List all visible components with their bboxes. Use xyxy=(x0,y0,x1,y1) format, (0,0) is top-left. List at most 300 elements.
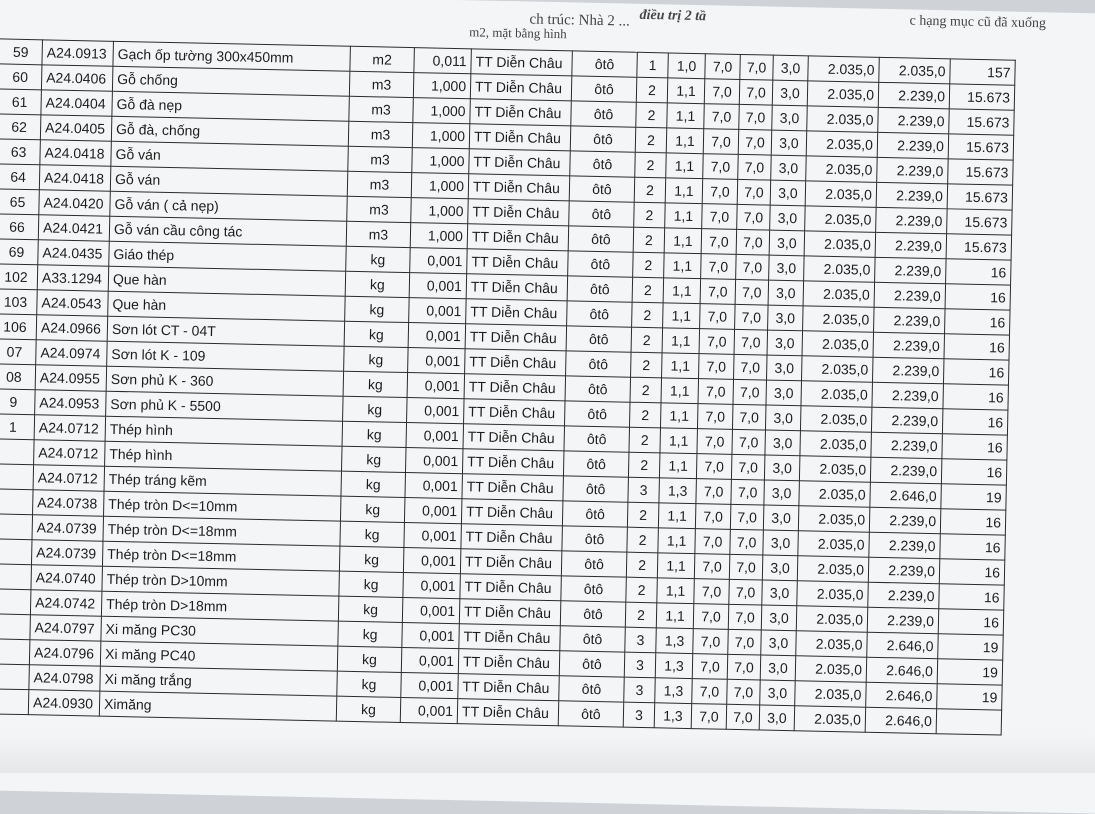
stt-cell: 1 xyxy=(0,414,35,440)
stt-cell xyxy=(0,689,29,715)
class-cell: 2 xyxy=(627,502,659,528)
coefficient-cell: 1,1 xyxy=(664,253,702,279)
price-adjusted-cell: 2.646,0 xyxy=(867,632,939,658)
coefficient-cell: 1,1 xyxy=(659,453,697,479)
name-cell: Thép tráng kẽm xyxy=(104,466,341,496)
distance-c-cell: 3,0 xyxy=(773,55,809,81)
quantity-cell: 0,001 xyxy=(405,473,463,499)
total-cell: 16 xyxy=(940,534,1006,560)
class-cell: 2 xyxy=(629,402,661,428)
name-cell: Thép hình xyxy=(105,441,342,471)
unit-cell: m3 xyxy=(347,171,412,197)
distance-a-cell: 7,0 xyxy=(697,404,733,430)
quantity-cell: 0,001 xyxy=(403,548,461,574)
name-cell: Gỗ ván xyxy=(111,141,348,171)
vehicle-cell: ôtô xyxy=(559,651,625,677)
unit-cell: m2 xyxy=(350,46,415,72)
price-adjusted-cell: 2.239,0 xyxy=(875,232,947,258)
stt-cell xyxy=(0,464,34,490)
distance-c-cell: 3,0 xyxy=(762,555,798,581)
total-cell: 15.673 xyxy=(949,84,1015,110)
distance-b-cell: 7,0 xyxy=(728,629,762,655)
total-cell: 15.673 xyxy=(949,109,1015,135)
distance-a-cell: 7,0 xyxy=(702,179,738,205)
distance-b-cell: 7,0 xyxy=(732,429,766,455)
price-adjusted-cell: 2.239,0 xyxy=(878,107,950,133)
price-adjusted-cell: 2.239,0 xyxy=(874,307,946,333)
source-cell: TT Diễn Châu xyxy=(464,374,566,401)
unit-cell: kg xyxy=(341,471,406,497)
source-cell: TT Diễn Châu xyxy=(457,699,559,726)
stt-cell: 65 xyxy=(0,189,39,215)
code-cell: A24.0738 xyxy=(33,490,105,516)
stt-cell: 9 xyxy=(0,389,35,415)
unit-cell: kg xyxy=(339,546,404,572)
source-cell: TT Diễn Châu xyxy=(462,474,564,501)
coefficient-cell: 1,1 xyxy=(666,153,704,179)
quantity-cell: 0,001 xyxy=(406,423,464,449)
price-base-cell: 2.035,0 xyxy=(803,281,875,307)
coefficient-cell: 1,3 xyxy=(655,678,693,704)
quantity-cell: 0,011 xyxy=(414,48,472,74)
class-cell: 2 xyxy=(632,302,664,328)
unit-cell: kg xyxy=(342,446,407,472)
unit-cell: m3 xyxy=(349,96,414,122)
coefficient-cell: 1,1 xyxy=(657,578,695,604)
vehicle-cell: ôtô xyxy=(569,201,635,227)
code-cell: A24.0712 xyxy=(34,440,106,466)
coefficient-cell: 1,1 xyxy=(657,553,695,579)
name-cell: Thép tròn D>10mm xyxy=(102,566,339,596)
distance-c-cell: 3,0 xyxy=(759,705,795,731)
unit-cell: kg xyxy=(340,521,405,547)
name-cell: Thép tròn D<=18mm xyxy=(103,516,340,546)
price-base-cell: 2.035,0 xyxy=(799,456,871,482)
price-base-cell: 2.035,0 xyxy=(805,206,877,232)
distance-a-cell: 7,0 xyxy=(705,54,741,80)
price-adjusted-cell: 2.239,0 xyxy=(869,507,941,533)
source-cell: TT Diễn Châu xyxy=(460,549,562,576)
quantity-cell: 1,000 xyxy=(411,173,469,199)
code-cell: A24.0953 xyxy=(35,390,107,416)
materials-table xyxy=(0,38,1016,735)
name-cell: Thép tròn D<=18mm xyxy=(102,541,339,571)
price-adjusted-cell: 2.239,0 xyxy=(869,532,941,558)
quantity-cell: 0,001 xyxy=(402,597,460,623)
unit-cell: m3 xyxy=(348,121,413,147)
code-cell: A24.0974 xyxy=(36,340,108,366)
price-adjusted-cell: 2.239,0 xyxy=(868,557,940,583)
price-base-cell: 2.035,0 xyxy=(798,506,870,532)
coefficient-cell: 1,0 xyxy=(668,53,706,79)
quantity-cell: 1,000 xyxy=(413,98,471,124)
code-cell: A24.0739 xyxy=(32,515,104,541)
total-cell: 157 xyxy=(950,59,1016,85)
name-cell: Gỗ ván xyxy=(110,166,347,196)
class-cell: 2 xyxy=(625,602,657,628)
class-cell: 2 xyxy=(634,202,666,228)
stt-cell xyxy=(0,489,33,515)
distance-c-cell: 3,0 xyxy=(764,480,800,506)
vehicle-cell: ôtô xyxy=(562,501,628,527)
price-base-cell: 2.035,0 xyxy=(808,56,880,82)
distance-b-cell: 7,0 xyxy=(740,54,774,80)
quantity-cell: 1,000 xyxy=(412,123,470,149)
total-cell: 15.673 xyxy=(946,234,1012,260)
distance-a-cell: 7,0 xyxy=(695,504,731,530)
price-adjusted-cell: 2.239,0 xyxy=(868,582,940,608)
total-cell: 19 xyxy=(941,484,1007,510)
header-text-1: ch trúc: Nhà 2 ... xyxy=(529,11,631,30)
quantity-cell: 0,001 xyxy=(408,348,466,374)
name-cell: Gỗ đà, chống xyxy=(111,116,348,146)
price-base-cell: 2.035,0 xyxy=(796,606,868,632)
stt-cell xyxy=(0,664,29,690)
stt-cell: 62 xyxy=(0,114,41,140)
code-cell: A24.0955 xyxy=(35,365,107,391)
unit-cell: kg xyxy=(339,571,404,597)
price-base-cell: 2.035,0 xyxy=(802,331,874,357)
distance-c-cell: 3,0 xyxy=(763,505,799,531)
total-cell: 15.673 xyxy=(948,159,1014,185)
class-cell: 2 xyxy=(634,177,666,203)
code-cell: A24.0930 xyxy=(28,690,100,716)
stt-cell: 61 xyxy=(0,89,41,115)
price-base-cell: 2.035,0 xyxy=(798,531,870,557)
price-adjusted-cell: 2.239,0 xyxy=(871,432,943,458)
name-cell: Sơn lót K - 109 xyxy=(107,341,344,371)
name-cell: Thép tròn D>18mm xyxy=(101,591,338,621)
price-adjusted-cell: 2.646,0 xyxy=(866,657,938,683)
code-cell: A24.0798 xyxy=(29,665,101,691)
source-cell: TT Diễn Châu xyxy=(471,49,573,76)
distance-b-cell: 7,0 xyxy=(732,404,766,430)
distance-c-cell: 3,0 xyxy=(765,405,801,431)
distance-c-cell: 3,0 xyxy=(767,355,803,381)
stt-cell: 102 xyxy=(0,264,38,290)
source-cell: TT Diễn Châu xyxy=(466,274,568,301)
coefficient-cell: 1,1 xyxy=(667,78,705,104)
distance-c-cell: 3,0 xyxy=(766,380,802,406)
price-adjusted-cell: 2.239,0 xyxy=(872,357,944,383)
unit-cell: kg xyxy=(337,671,402,697)
total-cell: 16 xyxy=(939,559,1005,585)
quantity-cell: 0,001 xyxy=(400,697,458,723)
distance-b-cell: 7,0 xyxy=(735,304,769,330)
distance-a-cell: 7,0 xyxy=(692,654,728,680)
stt-cell: 08 xyxy=(0,364,36,390)
price-base-cell: 2.035,0 xyxy=(797,556,869,582)
name-cell: Thép hình xyxy=(105,416,342,446)
quantity-cell: 0,001 xyxy=(409,273,467,299)
price-adjusted-cell: 2.239,0 xyxy=(876,182,948,208)
name-cell: Gạch ốp tường 300x450mm xyxy=(113,41,350,71)
price-adjusted-cell: 2.239,0 xyxy=(875,257,947,283)
price-base-cell: 2.035,0 xyxy=(796,631,868,657)
vehicle-cell: ôtô xyxy=(563,451,629,477)
total-cell: 16 xyxy=(938,609,1004,635)
distance-c-cell: 3,0 xyxy=(761,630,797,656)
price-adjusted-cell: 2.646,0 xyxy=(866,682,938,708)
price-adjusted-cell: 2.239,0 xyxy=(876,207,948,233)
distance-b-cell: 7,0 xyxy=(729,579,763,605)
quantity-cell: 0,001 xyxy=(401,672,459,698)
unit-cell: kg xyxy=(338,596,403,622)
vehicle-cell: ôtô xyxy=(570,126,636,152)
source-cell: TT Diễn Châu xyxy=(461,499,563,526)
code-cell: A24.0435 xyxy=(38,240,110,266)
price-base-cell: 2.035,0 xyxy=(797,581,869,607)
name-cell: Ximăng xyxy=(99,691,336,721)
name-cell: Sơn phủ K - 360 xyxy=(106,366,343,396)
vehicle-cell: ôtô xyxy=(572,51,638,77)
coefficient-cell: 1,1 xyxy=(663,278,701,304)
distance-c-cell: 3,0 xyxy=(768,280,804,306)
distance-a-cell: 7,0 xyxy=(698,379,734,405)
class-cell: 2 xyxy=(636,77,668,103)
stt-cell: 66 xyxy=(0,214,39,240)
price-adjusted-cell: 2.646,0 xyxy=(870,482,942,508)
source-cell: TT Diễn Châu xyxy=(464,399,566,426)
price-base-cell: 2.035,0 xyxy=(801,381,873,407)
source-cell: TT Diễn Châu xyxy=(468,174,570,201)
source-cell: TT Diễn Châu xyxy=(466,299,568,326)
vehicle-cell: ôtô xyxy=(561,576,627,602)
class-cell: 2 xyxy=(633,252,665,278)
quantity-cell: 1,000 xyxy=(410,223,468,249)
distance-a-cell: 7,0 xyxy=(704,104,740,130)
distance-c-cell: 3,0 xyxy=(772,105,808,131)
price-adjusted-cell: 2.239,0 xyxy=(877,132,949,158)
coefficient-cell: 1,1 xyxy=(660,428,698,454)
name-cell: Gỗ ván ( cả nẹp) xyxy=(110,191,347,221)
source-cell: TT Diễn Châu xyxy=(459,599,561,626)
distance-a-cell: 7,0 xyxy=(703,129,739,155)
distance-a-cell: 7,0 xyxy=(699,354,735,380)
unit-cell: kg xyxy=(340,496,405,522)
name-cell: Thép tròn D<=10mm xyxy=(104,491,341,521)
distance-b-cell: 7,0 xyxy=(730,529,764,555)
quantity-cell: 0,001 xyxy=(403,572,461,598)
code-cell: A24.0712 xyxy=(34,415,106,441)
distance-c-cell: 3,0 xyxy=(771,155,807,181)
unit-cell: kg xyxy=(345,296,410,322)
vehicle-cell: ôtô xyxy=(567,276,633,302)
distance-c-cell: 3,0 xyxy=(761,605,797,631)
quantity-cell: 0,001 xyxy=(401,647,459,673)
total-cell: 16 xyxy=(945,309,1011,335)
stt-cell xyxy=(0,589,31,615)
vehicle-cell: ôtô xyxy=(565,376,631,402)
price-base-cell: 2.035,0 xyxy=(804,256,876,282)
distance-a-cell: 7,0 xyxy=(694,579,730,605)
unit-cell: kg xyxy=(343,396,408,422)
code-cell: A24.0712 xyxy=(33,465,105,491)
distance-a-cell: 7,0 xyxy=(692,679,728,705)
stt-cell xyxy=(0,514,33,540)
total-cell: 16 xyxy=(943,384,1009,410)
quantity-cell: 0,001 xyxy=(404,523,462,549)
source-cell: TT Diễn Châu xyxy=(470,74,572,101)
unit-cell: kg xyxy=(343,371,408,397)
vehicle-cell: ôtô xyxy=(567,301,633,327)
code-cell: A24.0742 xyxy=(30,590,102,616)
source-cell: TT Diễn Châu xyxy=(461,524,563,551)
class-cell: 2 xyxy=(632,277,664,303)
unit-cell: kg xyxy=(338,621,403,647)
total-cell: 16 xyxy=(939,584,1005,610)
distance-c-cell: 3,0 xyxy=(769,230,805,256)
distance-c-cell: 3,0 xyxy=(770,205,806,231)
class-cell: 2 xyxy=(635,152,667,178)
distance-a-cell: 7,0 xyxy=(701,254,737,280)
vehicle-cell: ôtô xyxy=(563,476,629,502)
distance-b-cell: 7,0 xyxy=(737,179,771,205)
price-adjusted-cell: 2.239,0 xyxy=(871,407,943,433)
vehicle-cell: ôtô xyxy=(566,351,632,377)
stt-cell: 64 xyxy=(0,164,40,190)
code-cell: A24.0966 xyxy=(36,315,108,341)
code-cell: A24.0421 xyxy=(38,215,110,241)
total-cell: 16 xyxy=(942,409,1008,435)
unit-cell: kg xyxy=(344,346,409,372)
source-cell: TT Diễn Châu xyxy=(463,424,565,451)
price-adjusted-cell: 2.239,0 xyxy=(870,457,942,483)
distance-a-cell: 7,0 xyxy=(700,304,736,330)
source-cell: TT Diễn Châu xyxy=(462,449,564,476)
distance-a-cell: 7,0 xyxy=(694,554,730,580)
total-cell: 16 xyxy=(944,334,1010,360)
distance-a-cell: 7,0 xyxy=(696,479,732,505)
price-base-cell: 2.035,0 xyxy=(794,706,866,732)
quantity-cell: 0,001 xyxy=(405,448,463,474)
distance-c-cell: 3,0 xyxy=(765,430,801,456)
stt-cell xyxy=(0,539,32,565)
class-cell: 2 xyxy=(629,427,661,453)
source-cell: TT Diễn Châu xyxy=(468,199,570,226)
distance-a-cell: 7,0 xyxy=(696,454,732,480)
vehicle-cell: ôtô xyxy=(568,226,634,252)
vehicle-cell: ôtô xyxy=(569,176,635,202)
code-cell: A24.0405 xyxy=(40,115,112,141)
unit-cell: kg xyxy=(344,321,409,347)
distance-a-cell: 7,0 xyxy=(701,229,737,255)
coefficient-cell: 1,3 xyxy=(659,478,697,504)
vehicle-cell: ôtô xyxy=(565,401,631,427)
coefficient-cell: 1,3 xyxy=(656,628,694,654)
code-cell: A24.0797 xyxy=(30,615,102,641)
total-cell: 15.673 xyxy=(947,184,1013,210)
unit-cell: m3 xyxy=(348,146,413,172)
distance-a-cell: 7,0 xyxy=(691,704,727,730)
coefficient-cell: 1,1 xyxy=(658,503,696,529)
coefficient-cell: 1,1 xyxy=(665,203,703,229)
coefficient-cell: 1,1 xyxy=(662,328,700,354)
code-cell: A24.0406 xyxy=(41,65,113,91)
source-cell: TT Diễn Châu xyxy=(460,574,562,601)
total-cell: 16 xyxy=(945,284,1011,310)
distance-c-cell: 3,0 xyxy=(770,180,806,206)
code-cell: A24.0404 xyxy=(41,90,113,116)
coefficient-cell: 1,1 xyxy=(665,178,703,204)
unit-cell: kg xyxy=(346,246,411,272)
quantity-cell: 0,001 xyxy=(407,373,465,399)
distance-c-cell: 3,0 xyxy=(771,130,807,156)
distance-c-cell: 3,0 xyxy=(763,530,799,556)
source-cell: TT Diễn Châu xyxy=(470,99,572,126)
total-cell: 15.673 xyxy=(948,134,1014,160)
stt-cell xyxy=(0,614,30,640)
source-cell: TT Diễn Châu xyxy=(469,149,571,176)
distance-c-cell: 3,0 xyxy=(762,580,798,606)
stt-cell: 63 xyxy=(0,139,40,165)
price-adjusted-cell: 2.239,0 xyxy=(878,82,950,108)
code-cell: A24.0739 xyxy=(31,540,103,566)
distance-a-cell: 7,0 xyxy=(693,629,729,655)
distance-b-cell: 7,0 xyxy=(733,379,767,405)
stt-cell xyxy=(0,564,31,590)
coefficient-cell: 1,1 xyxy=(660,403,698,429)
distance-a-cell: 7,0 xyxy=(700,279,736,305)
distance-b-cell: 7,0 xyxy=(734,354,768,380)
code-cell: A33.1294 xyxy=(37,265,109,291)
price-adjusted-cell: 2.239,0 xyxy=(873,332,945,358)
name-cell: Giáo thép xyxy=(109,241,346,271)
source-cell: TT Diễn Châu xyxy=(465,324,567,351)
name-cell: Que hàn xyxy=(108,291,345,321)
code-cell: A24.0796 xyxy=(29,640,101,666)
unit-cell: m3 xyxy=(346,221,411,247)
distance-b-cell: 7,0 xyxy=(736,254,770,280)
price-base-cell: 2.035,0 xyxy=(795,681,867,707)
class-cell: 3 xyxy=(623,702,655,728)
source-cell: TT Diễn Châu xyxy=(467,224,569,251)
price-base-cell: 2.035,0 xyxy=(801,356,873,382)
vehicle-cell: ôtô xyxy=(570,151,636,177)
distance-b-cell: 7,0 xyxy=(729,554,763,580)
distance-a-cell: 7,0 xyxy=(704,79,740,105)
coefficient-cell: 1,1 xyxy=(663,303,701,329)
price-base-cell: 2.035,0 xyxy=(806,156,878,182)
name-cell: Gỗ chống xyxy=(112,66,349,96)
quantity-cell: 1,000 xyxy=(413,73,471,99)
code-cell: A24.0418 xyxy=(40,140,112,166)
quantity-cell: 0,001 xyxy=(404,498,462,524)
price-adjusted-cell: 2.239,0 xyxy=(872,382,944,408)
unit-cell: m3 xyxy=(349,71,414,97)
coefficient-cell: 1,1 xyxy=(658,528,696,554)
stt-cell xyxy=(0,639,30,665)
stt-cell: 60 xyxy=(0,64,42,90)
distance-b-cell: 7,0 xyxy=(730,504,764,530)
vehicle-cell: ôtô xyxy=(568,251,634,277)
distance-b-cell: 7,0 xyxy=(727,679,761,705)
total-cell: 16 xyxy=(941,459,1007,485)
distance-c-cell: 3,0 xyxy=(760,680,796,706)
code-cell: A24.0418 xyxy=(39,165,111,191)
distance-c-cell: 3,0 xyxy=(768,305,804,331)
price-base-cell: 2.035,0 xyxy=(806,131,878,157)
distance-b-cell: 7,0 xyxy=(738,129,772,155)
distance-a-cell: 7,0 xyxy=(699,329,735,355)
price-adjusted-cell: 2.646,0 xyxy=(865,707,937,733)
coefficient-cell: 1,1 xyxy=(667,103,705,129)
name-cell: Sơn lót CT - 04T xyxy=(107,316,344,346)
vehicle-cell: ôtô xyxy=(571,101,637,127)
coefficient-cell: 1,3 xyxy=(654,703,692,729)
distance-c-cell: 3,0 xyxy=(767,330,803,356)
unit-cell: kg xyxy=(342,421,407,447)
